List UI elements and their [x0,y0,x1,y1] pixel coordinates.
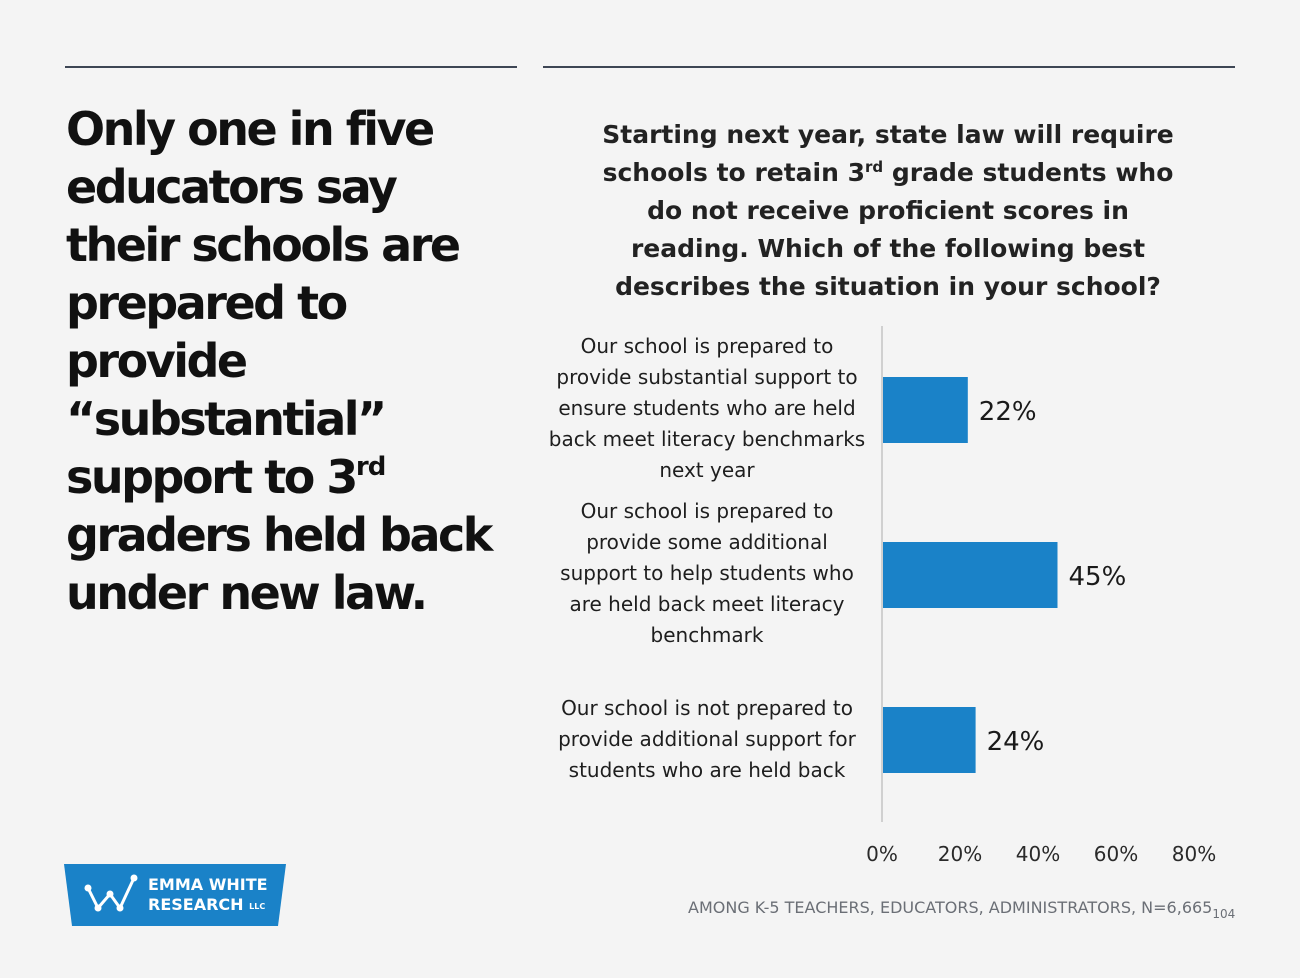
logo-text [148,875,268,917]
footnote-text: AMONG K-5 TEACHERS, EDUCATORS, ADMINISTRATORS, N=6,665 [688,898,1213,917]
x-tick-label: 40% [1015,842,1061,866]
question-text-1: Starting next year, state law will require schools to retain 3 [602,120,1174,187]
logo-dot-icon [85,885,92,892]
logo-dot-icon [131,875,138,882]
category-label: Our school is prepared to provide substantial support to ensure students who are held back meet literacy benchmarks next year [548,334,866,482]
headline-text-2: graders held back under new law. [66,508,491,620]
logo-dot-icon [107,891,114,898]
bar-value-label: 45% [1068,562,1127,592]
x-ticks-group [866,842,1216,866]
logo-dot-icon [117,905,124,912]
x-tick-label: 20% [937,842,983,866]
category-label: Our school is prepared to provide some additional support to help students who are held back meet literacy benchmark [560,499,854,647]
x-tick-label: 60% [1093,842,1139,866]
logo-line-2: RESEARCH [148,895,244,914]
bar [883,377,968,443]
headline-text-1: Only one in five educators say their schools are prepared to provide “substantial” support to 3 [66,102,459,504]
headline-sup: rd [355,452,386,482]
footnote [688,898,1235,921]
logo-suffix: LLC [249,902,266,911]
x-tick-label: 80% [1171,842,1217,866]
logo-line-1: EMMA WHITE [148,875,268,894]
bar-value-label: 22% [978,397,1037,427]
bar-value-label: 24% [986,727,1045,757]
bar [883,707,976,773]
category-label: Our school is not prepared to provide additional support for students who are held back [558,696,856,782]
question-sup: rd [865,158,884,176]
question-text-2: grade students who do not receive proficient scores in reading. Which of the following best describes the situation in your school? [615,158,1174,301]
bars-group [883,377,1058,773]
logo-dot-icon [95,905,102,912]
x-tick-label: 0% [866,842,898,866]
page-number: 104 [1212,907,1236,921]
bar [883,542,1058,608]
